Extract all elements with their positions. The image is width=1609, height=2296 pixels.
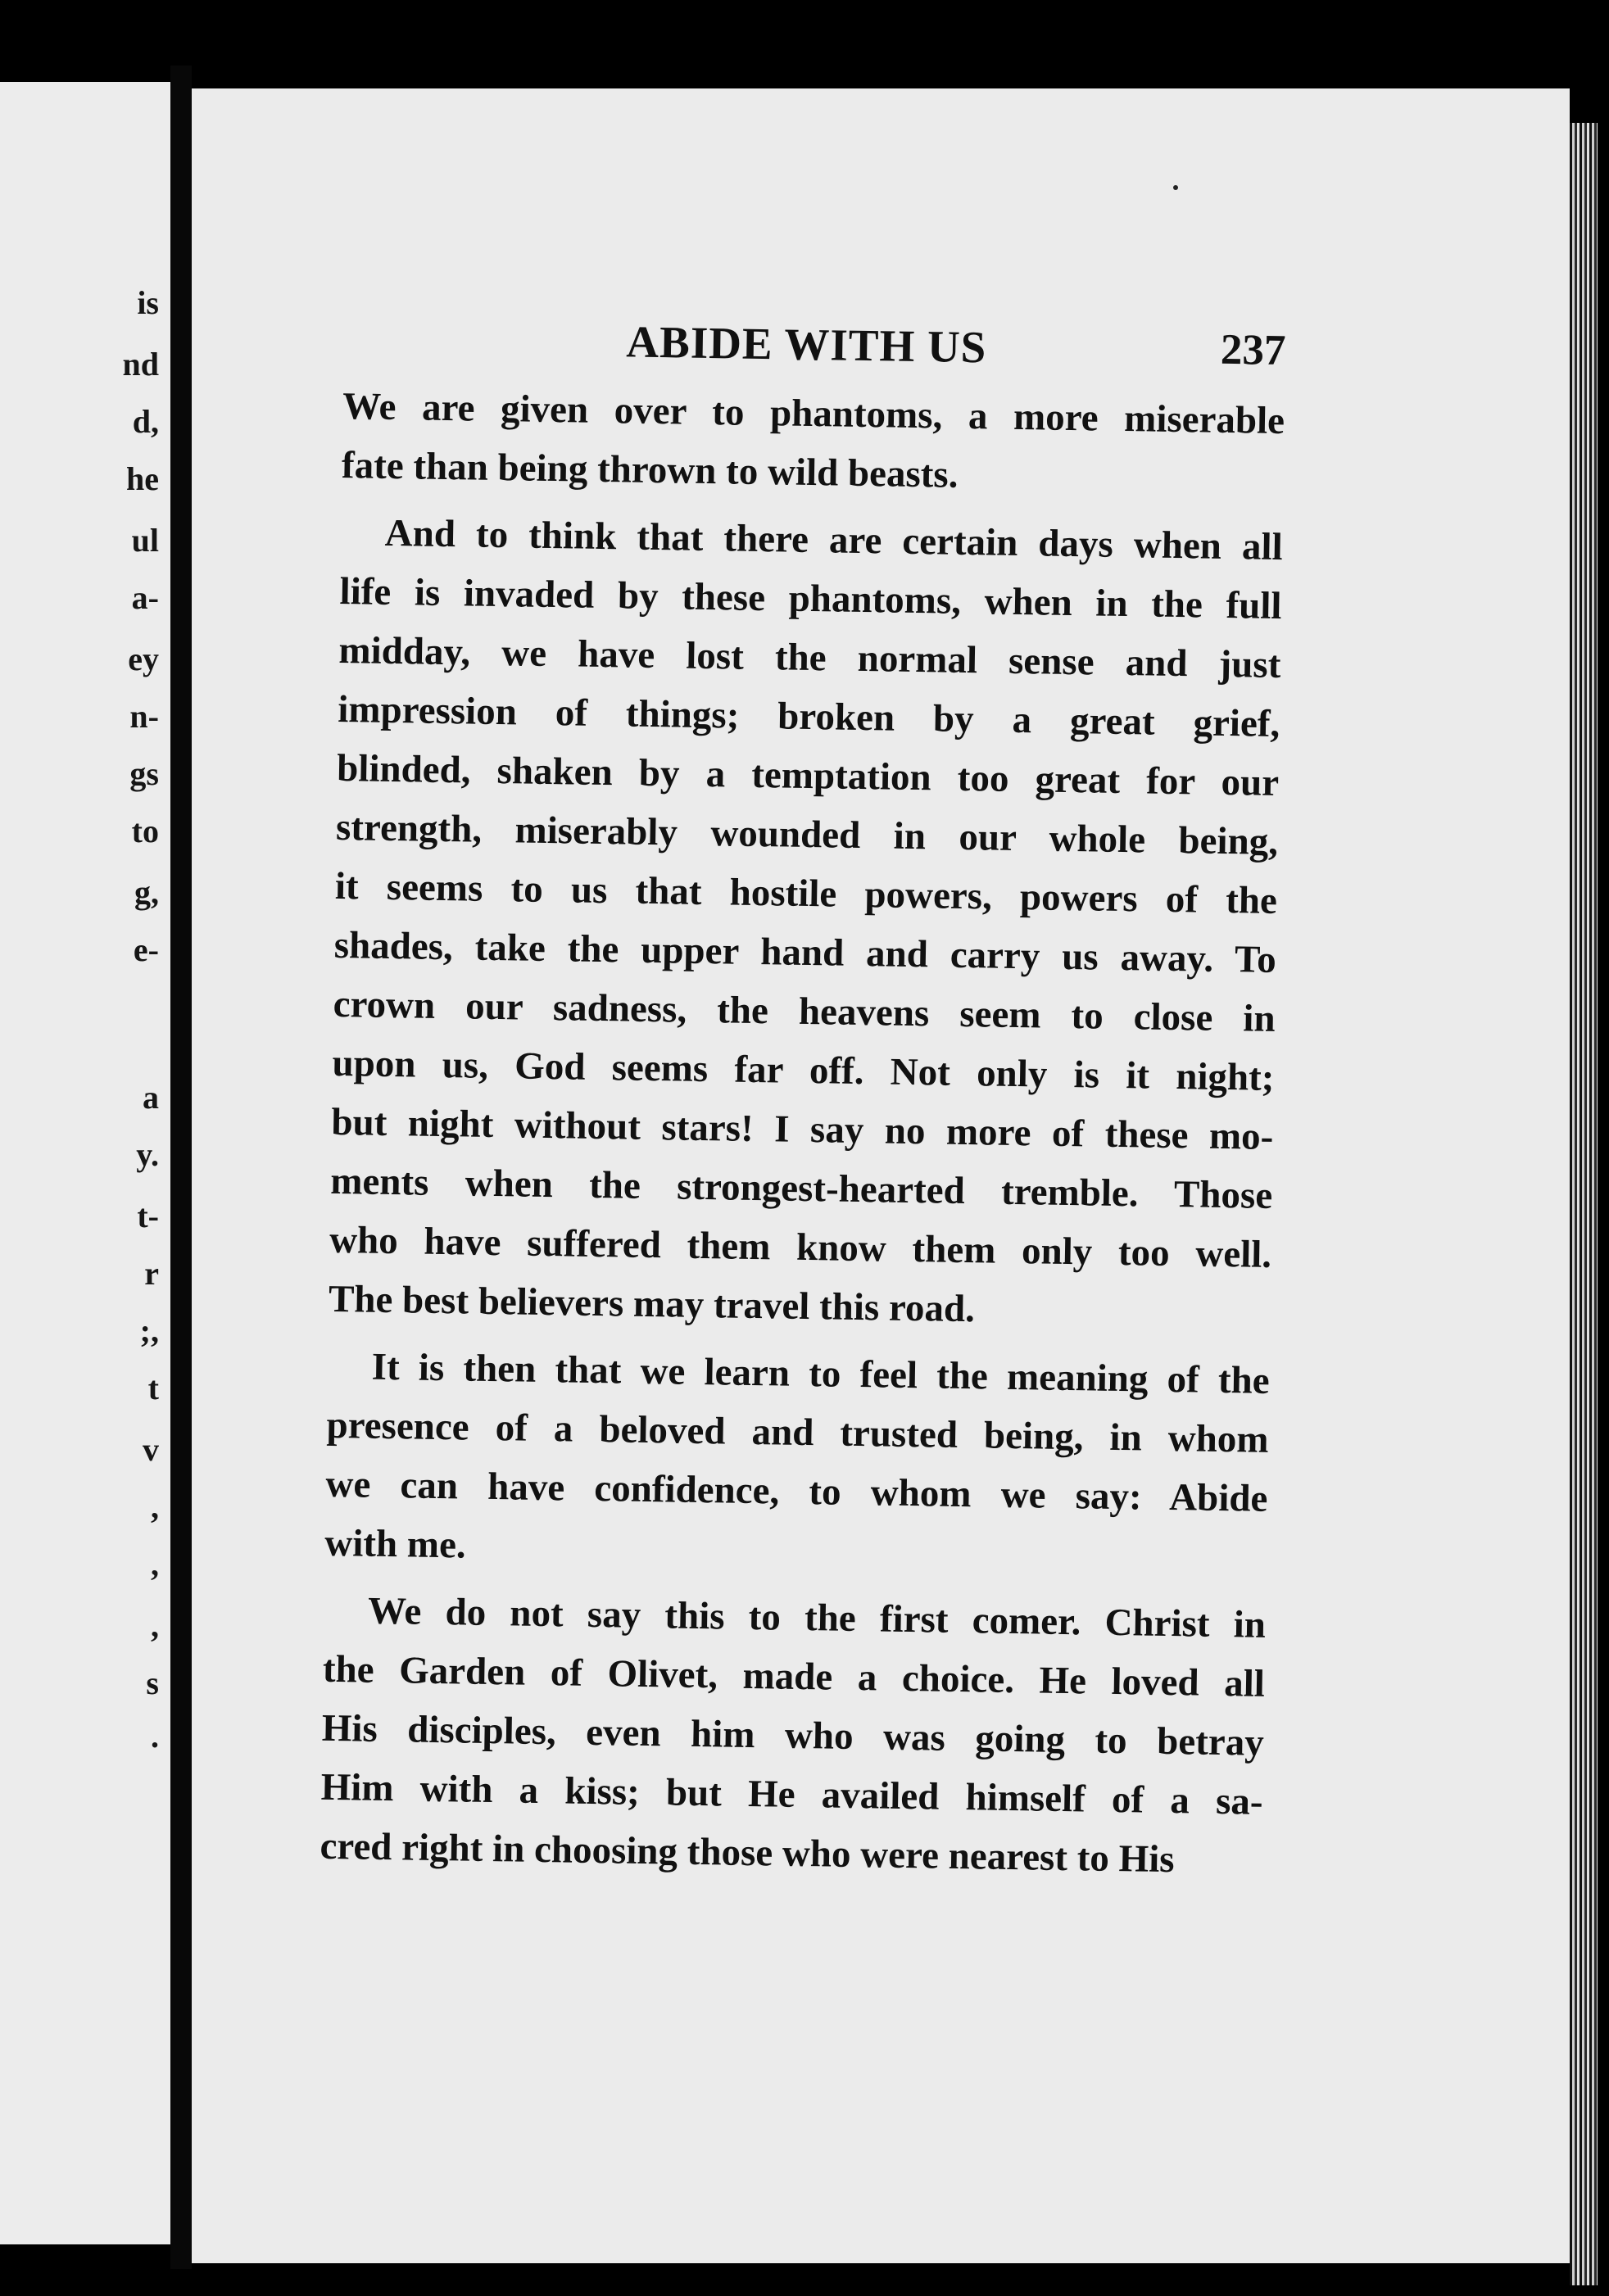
facing-page-fragment: ul (131, 522, 159, 559)
facing-page-fragment: t (147, 1370, 159, 1406)
facing-page-fragment: t- (137, 1198, 159, 1234)
text-line: presence of a beloved and trusted being, in whom (326, 1403, 1269, 1461)
text-line: life is invaded by these phantoms, when in the full (339, 569, 1282, 628)
facing-page-fragment: ey (128, 641, 159, 677)
facing-page-fragment: is (137, 284, 159, 321)
text-line: blinded, shaken by a temptation too great for our (336, 746, 1280, 804)
text-line: it seems to us that hostile powers, powers of the (334, 864, 1278, 922)
text-line: We do not say this to the first comer. Christ in (367, 1589, 1267, 1646)
text-line: upon us, God seems far off. Not only is it night; (332, 1041, 1275, 1099)
facing-page-fragment: s (146, 1664, 159, 1701)
facing-page-fragment: , (151, 1607, 159, 1644)
page-number: 237 (1220, 325, 1286, 375)
text-line: we can have confidence, to whom we say: Abide (325, 1462, 1268, 1520)
text-line: We are given over to phantoms, a more miserable (342, 384, 1285, 443)
body-text (320, 377, 1285, 1891)
text-line: the Garden of Olivet, made a choice. He loved all (322, 1647, 1266, 1705)
text-line: who have suffered them know them only too well. (329, 1218, 1272, 1276)
facing-page-fragment: gs (129, 755, 159, 792)
facing-page-fragment: g, (134, 874, 159, 911)
text-line: cred right in choosing those who were nearest to His (320, 1824, 1175, 1882)
facing-page-fragment: e- (133, 931, 159, 968)
facing-page-fragment: r (144, 1255, 159, 1292)
text-line: shades, take the upper hand and carry us away. To (333, 923, 1277, 981)
facing-page-fragment: a- (131, 579, 159, 616)
facing-page (0, 82, 170, 2244)
text-line: but night without stars! I say no more of these mo- (331, 1100, 1274, 1158)
paragraph (324, 1337, 1270, 1587)
paragraph (320, 1581, 1267, 1891)
text-line: midday, we have lost the normal sense and just (338, 628, 1281, 687)
text-line: crown our sadness, the heavens seem to close in (333, 982, 1276, 1040)
paper-speck (1173, 185, 1178, 190)
facing-page-fragment: he (126, 460, 159, 497)
text-line: ments when the strongest-hearted tremble. Those (329, 1159, 1273, 1217)
facing-page-fragment: ;, (139, 1312, 159, 1349)
paragraph (328, 503, 1283, 1343)
text-line: fate than being thrown to wild beasts. (341, 443, 959, 496)
facing-page-fragment: y. (136, 1136, 159, 1173)
text-line: The best believers may travel this road. (328, 1277, 976, 1331)
text-line: And to think that there are certain days when all (384, 511, 1284, 569)
facing-page-fragment: . (151, 1718, 159, 1755)
text-line: with me. (324, 1521, 467, 1567)
facing-page-fragment: , (151, 1488, 159, 1525)
paragraph (341, 377, 1285, 509)
text-line: His disciples, even him who was going to betray (321, 1706, 1265, 1764)
facing-page-fragment: v (143, 1431, 159, 1468)
text-line: Him with a kiss; but He availed himself of a sa- (320, 1765, 1263, 1823)
facing-page-fragment: to (131, 813, 159, 849)
page-text-block (320, 311, 1286, 1891)
text-line: It is then that we learn to feel the meaning of the (371, 1345, 1271, 1402)
text-line: strength, miserably wounded in our whole being, (335, 805, 1279, 863)
book-gutter (170, 66, 192, 2269)
facing-page-fragment: n- (129, 698, 159, 735)
page-edges (1570, 123, 1598, 2285)
facing-page-fragment: , (151, 1546, 159, 1583)
facing-page-fragment: a (143, 1079, 159, 1116)
facing-page-fragment: d, (132, 403, 159, 440)
facing-page-fragment: nd (122, 346, 159, 383)
text-line: impression of things; broken by a great grief, (337, 687, 1280, 746)
running-title: ABIDE WITH US (625, 316, 987, 373)
